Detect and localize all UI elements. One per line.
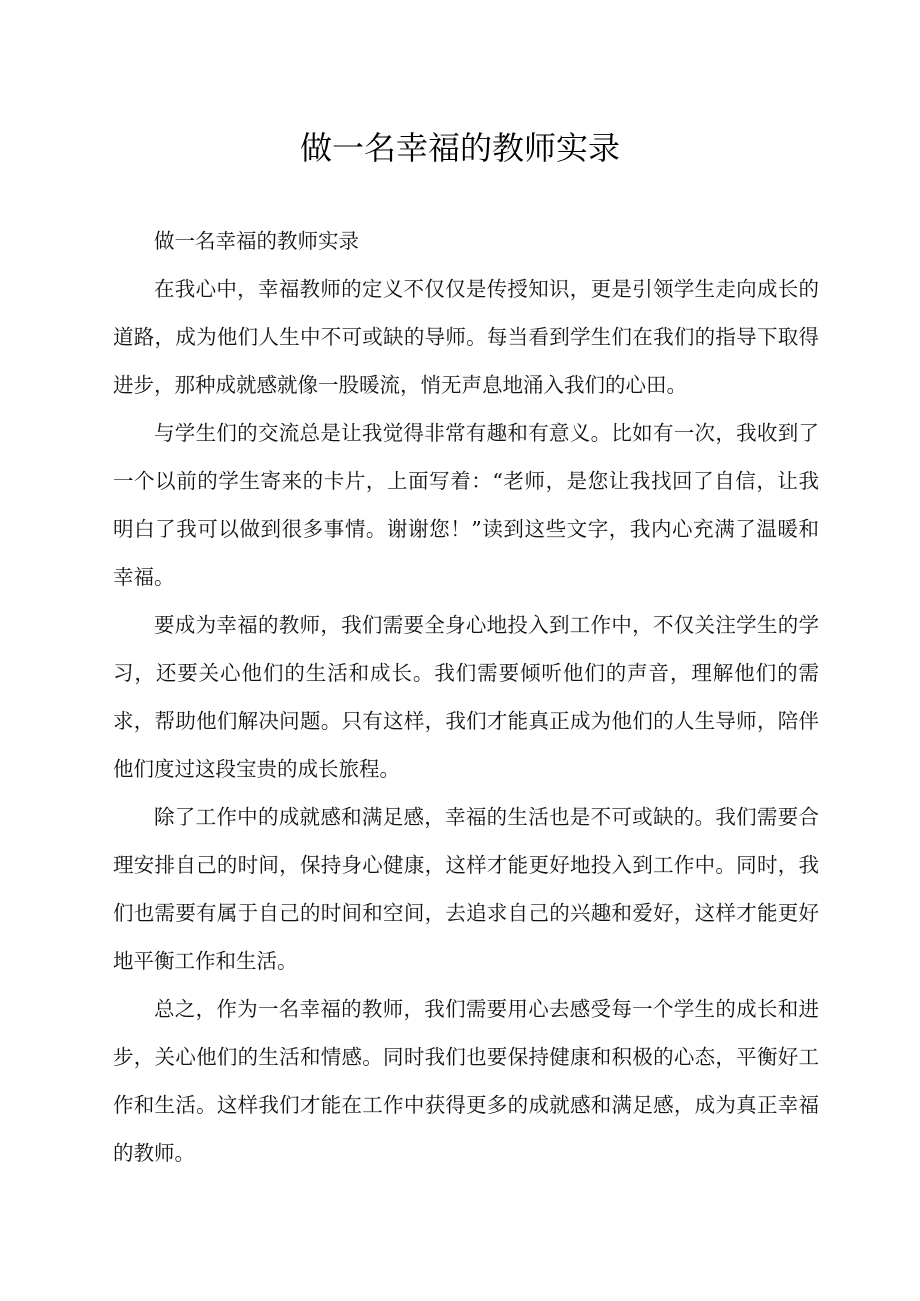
paragraph: 除了工作中的成就感和满足感，幸福的生活也是不可或缺的。我们需要合理安排自己的时间，保持身心健康，这样才能更好地投入到工作中。同时，我们也需要有属于自己的时间和空间，去追求自己的兴趣和爱好，这样才能更好地平衡工作和生活。 (113, 805, 819, 973)
paragraph: 总之，作为一名幸福的教师，我们需要用心去感受每一个学生的成长和进步，关心他们的生活和情感。同时我们也要保持健康和积极的心态，平衡好工作和生活。这样我们才能在工作中获得更多的成就感和满足感，成为真正幸福的教师。 (113, 997, 819, 1165)
document-title: 做一名幸福的教师实录 (299, 129, 620, 167)
document-body (113, 217, 819, 1177)
paragraph: 要成为幸福的教师，我们需要全身心地投入到工作中，不仅关注学生的学习，还要关心他们的生活和成长。我们需要倾听他们的声音，理解他们的需求，帮助他们解决问题。只有这样，我们才能真正成为他们的人生导师，陪伴他们度过这段宝贵的成长旅程。 (113, 613, 819, 781)
paragraph: 在我心中，幸福教师的定义不仅仅是传授知识，更是引领学生走向成长的道路，成为他们人生中不可或缺的导师。每当看到学生们在我们的指导下取得进步，那种成就感就像一股暖流，悄无声息地涌入我们的心田。 (113, 277, 819, 397)
paragraph-subtitle: 做一名幸福的教师实录 (154, 229, 359, 253)
paragraph: 与学生们的交流总是让我觉得非常有趣和有意义。比如有一次，我收到了一个以前的学生寄来的卡片，上面写着：“老师，是您让我找回了自信，让我明白了我可以做到很多事情。谢谢您！”读到这些文字，我内心充满了温暖和幸福。 (113, 421, 819, 589)
